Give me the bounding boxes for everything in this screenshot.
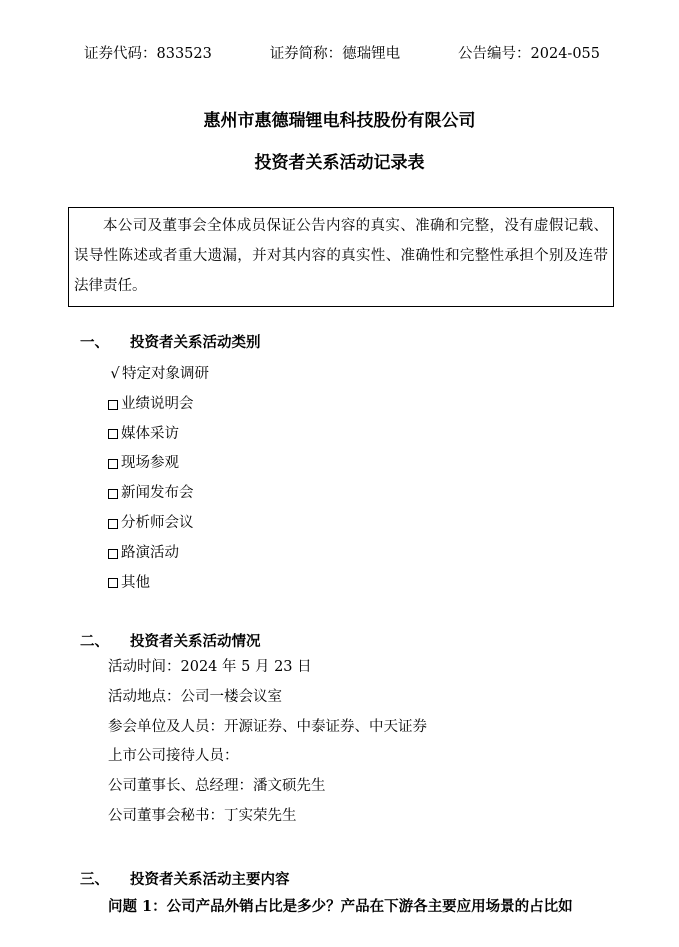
empty-checkbox-icon: [108, 519, 118, 529]
company-title: 惠州市惠德瑞锂电科技股份有限公司: [203, 111, 476, 131]
section-1-title: 投资者关系活动类别: [130, 334, 261, 351]
securities-short-name: 证券简称：德瑞锂电: [269, 46, 401, 62]
question-1: 问题 1：公司产品外销占比是多少？产品在下游各主要应用场景的占比如: [108, 898, 573, 915]
checklist-item: [108, 390, 209, 420]
section-2-heading: [80, 630, 261, 651]
section-2-number: 二、: [80, 633, 109, 650]
form-title: 投资者关系活动记录表: [254, 153, 425, 173]
checklist-item: [108, 539, 209, 569]
notice-number: 公告编号：2024-055: [458, 46, 600, 62]
checklist-item-label: 新闻发布会: [121, 485, 194, 502]
empty-checkbox-icon: [108, 578, 118, 588]
checklist-item-label: 路演活动: [121, 544, 179, 561]
checklist-item-label: 分析师会议: [121, 514, 194, 531]
empty-checkbox-icon: [108, 459, 118, 469]
board-statement-box: 本公司及董事会全体成员保证公告内容的真实、准确和完整，没有虚假记载、误导性陈述或者重大遗漏，并对其内容的真实性、准确性和完整性承担个别及连带法律责任。: [68, 207, 614, 307]
activity-detail-line: 活动地点：公司一楼会议室: [108, 688, 282, 705]
checklist-item-label: 媒体采访: [121, 425, 179, 442]
activity-detail-line: 活动时间：2024 年 5 月 23 日: [108, 659, 312, 675]
section-3-title: 投资者关系活动主要内容: [130, 871, 290, 888]
document-header: [84, 42, 600, 63]
checklist-item: [108, 509, 209, 539]
checklist-item-label: 其他: [121, 574, 150, 591]
checklist-item-label: 业绩说明会: [121, 395, 194, 412]
empty-checkbox-icon: [108, 549, 118, 559]
section-3-number: 三、: [80, 871, 109, 888]
checklist-item: [108, 479, 209, 509]
empty-checkbox-icon: [108, 400, 118, 410]
checklist-item: [108, 420, 209, 450]
section-1-heading: [80, 331, 261, 352]
activity-detail-line: 公司董事会秘书：丁实荣先生: [108, 807, 297, 824]
section-1-number: 一、: [80, 334, 109, 351]
activity-detail-line: 上市公司接待人员：: [108, 748, 239, 765]
checklist-item: [108, 449, 209, 479]
checklist-item: [108, 569, 209, 599]
checklist-item-label: 特定对象调研: [122, 366, 209, 382]
section-2-title: 投资者关系活动情况: [130, 633, 261, 650]
activity-detail-line: 公司董事长、总经理：潘文硕先生: [108, 778, 326, 795]
checklist-item-label: 现场参观: [121, 455, 179, 472]
securities-code: 证券代码：833523: [84, 46, 212, 62]
empty-checkbox-icon: [108, 489, 118, 499]
checkmark-icon: √: [110, 366, 120, 382]
activity-details: [108, 653, 427, 832]
section-3-heading: [80, 868, 290, 889]
empty-checkbox-icon: [108, 429, 118, 439]
activity-type-checklist: [108, 360, 209, 598]
checklist-item: [108, 360, 209, 390]
activity-detail-line: 参会单位及人员：开源证券、中泰证券、中天证券: [108, 718, 427, 735]
